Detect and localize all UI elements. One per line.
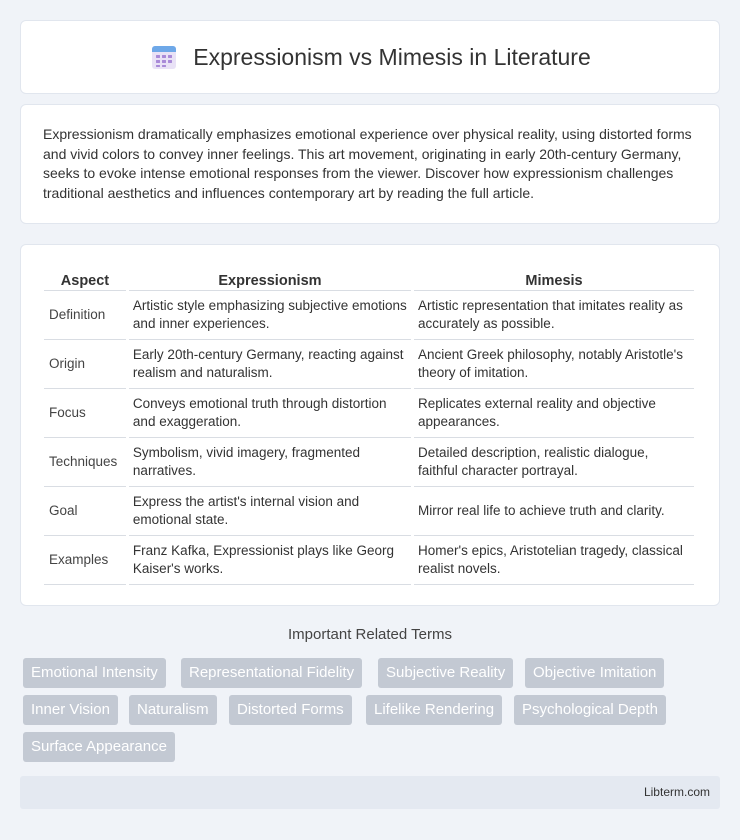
intro-card xyxy=(20,104,720,224)
row-mimesis: Mirror real life to achieve truth and clarity. xyxy=(414,487,694,536)
table-row xyxy=(44,340,694,389)
row-aspect: Techniques xyxy=(44,438,126,487)
table-row xyxy=(44,389,694,438)
related-term-tag[interactable]: Surface Appearance xyxy=(23,732,175,762)
related-term-tag[interactable]: Lifelike Rendering xyxy=(366,695,502,725)
row-expressionism: Symbolism, vivid imagery, fragmented narratives. xyxy=(129,438,411,487)
related-term-tag[interactable]: Subjective Reality xyxy=(378,658,513,688)
related-term-tag[interactable]: Psychological Depth xyxy=(514,695,666,725)
related-term-tag[interactable]: Objective Imitation xyxy=(525,658,664,688)
related-term-tag[interactable]: Distorted Forms xyxy=(229,695,352,725)
row-aspect: Definition xyxy=(44,291,126,340)
row-aspect: Focus xyxy=(44,389,126,438)
row-expressionism: Express the artist's internal vision and emotional state. xyxy=(129,487,411,536)
header-mimesis: Mimesis xyxy=(414,267,694,291)
comparison-card xyxy=(20,244,720,606)
intro-text: Expressionism dramatically emphasizes emotional experience over physical reality, using distorted forms and vivid colors to convey inner feelings. This art movement, originating in early 20th-century Germany, seeks to evoke intense emotional responses from the viewer. Discover how expressionism challenges traditional aesthetics and influences contemporary art by reading the full article. xyxy=(43,126,692,201)
header-aspect: Aspect xyxy=(44,267,126,291)
table-row xyxy=(44,536,694,585)
page-title: Expressionism vs Mimesis in Literature xyxy=(193,43,591,70)
row-expressionism: Early 20th-century Germany, reacting against realism and naturalism. xyxy=(129,340,411,389)
table-row xyxy=(44,438,694,487)
row-expressionism: Artistic style emphasizing subjective emotions and inner experiences. xyxy=(129,291,411,340)
related-term-tag[interactable]: Naturalism xyxy=(129,695,217,725)
calendar-grid-icon xyxy=(149,42,179,72)
table-header-row xyxy=(44,267,694,291)
footer-site-link[interactable]: Libterm.com xyxy=(643,785,710,799)
row-aspect: Goal xyxy=(44,487,126,536)
row-mimesis: Ancient Greek philosophy, notably Aristotle's theory of imitation. xyxy=(414,340,694,389)
row-mimesis: Detailed description, realistic dialogue, faithful character portrayal. xyxy=(414,438,694,487)
header-card xyxy=(20,20,720,94)
table-row xyxy=(44,487,694,536)
comparison-table xyxy=(41,267,697,585)
related-term-tag[interactable]: Inner Vision xyxy=(23,695,118,725)
row-aspect: Examples xyxy=(44,536,126,585)
related-terms-title: Important Related Terms xyxy=(288,626,452,643)
related-term-tag[interactable]: Representational Fidelity xyxy=(181,658,362,688)
table-row xyxy=(44,291,694,340)
row-expressionism: Conveys emotional truth through distortion and exaggeration. xyxy=(129,389,411,438)
related-term-tag[interactable]: Emotional Intensity xyxy=(23,658,166,688)
footer xyxy=(20,776,720,809)
row-mimesis: Replicates external reality and objective appearances. xyxy=(414,389,694,438)
row-mimesis: Homer's epics, Aristotelian tragedy, classical realist novels. xyxy=(414,536,694,585)
row-aspect: Origin xyxy=(44,340,126,389)
row-mimesis: Artistic representation that imitates reality as accurately as possible. xyxy=(414,291,694,340)
row-expressionism: Franz Kafka, Expressionist plays like Georg Kaiser's works. xyxy=(129,536,411,585)
header-expressionism: Expressionism xyxy=(129,267,411,291)
